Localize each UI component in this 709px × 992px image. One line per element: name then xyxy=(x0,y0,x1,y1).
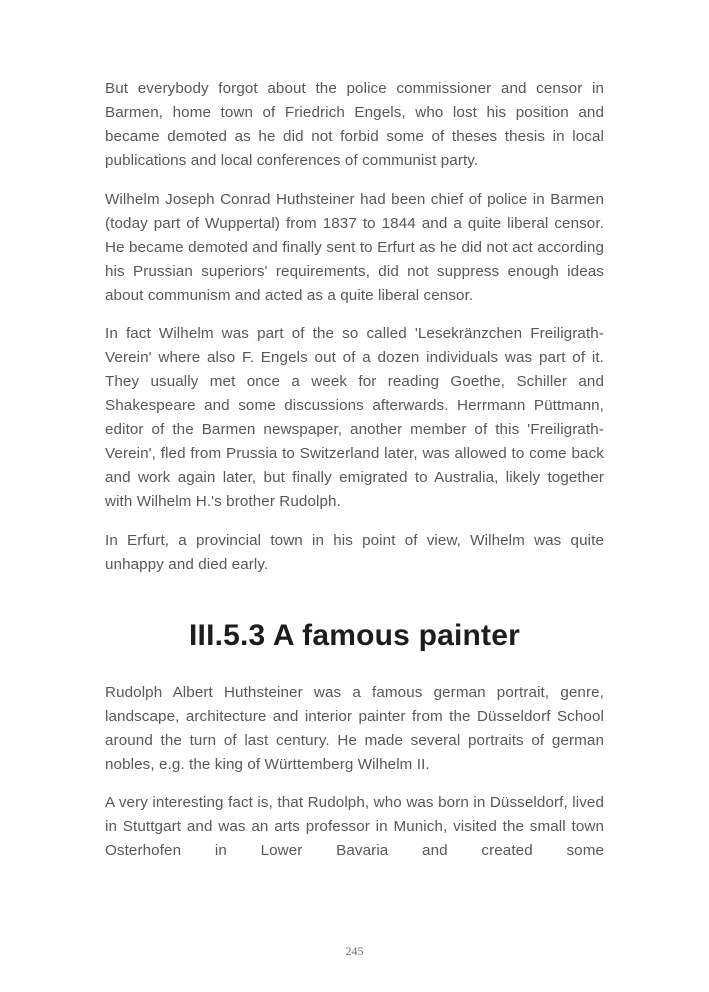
page-content xyxy=(105,77,604,878)
paragraph: In Erfurt, a provincial town in his point of view, Wilhelm was quite unhappy and died early. xyxy=(105,531,604,573)
paragraph: In fact Wilhelm was part of the so called 'Lesekränzchen Freiligrath-Verein' where also F. Engels out of a dozen individuals was part of it. They usually met once a week for reading Goethe, Schiller and Shakespeare and some discussions afterwards. Herrmann Püttmann, editor of the Barmen newspaper, another member of this 'Freiligrath-Verein', fled from Prussia to Switzerland later, was allowed to come back and work again later, but finally emigrated to Australia, likely together with Wilhelm H.'s brother Rudolph. xyxy=(105,325,604,510)
paragraph: Wilhelm Joseph Conrad Huthsteiner had been chief of police in Barmen (today part of Wuppertal) from 1837 to 1844 and a quite liberal censor. He became demoted and finally sent to Erfurt as he did not act according his Prussian superiors' requirements, did not suppress enough ideas about communism and acted as a quite liberal censor. xyxy=(105,190,604,304)
section-heading: III.5.3 A famous painter xyxy=(189,618,520,652)
paragraph: Rudolph Albert Huthsteiner was a famous german portrait, genre, landscape, architecture and interior painter from the Düsseldorf School around the turn of last century. He made several portraits of german nobles, e.g. the king of Württemberg Wilhelm II. xyxy=(105,683,604,773)
paragraph: But everybody forgot about the police commissioner and censor in Barmen, home town of Friedrich Engels, who lost his position and became demoted as he did not forbid some of theses thesis in local publications and local conferences of communist party. xyxy=(105,80,604,169)
paragraph: A very interesting fact is, that Rudolph, who was born in Düsseldorf, lived in Stuttgart and was an arts professor in Munich, visited the small town Osterhofen in Lower Bavaria and created some xyxy=(105,794,604,859)
page-number: 245 xyxy=(345,944,364,958)
